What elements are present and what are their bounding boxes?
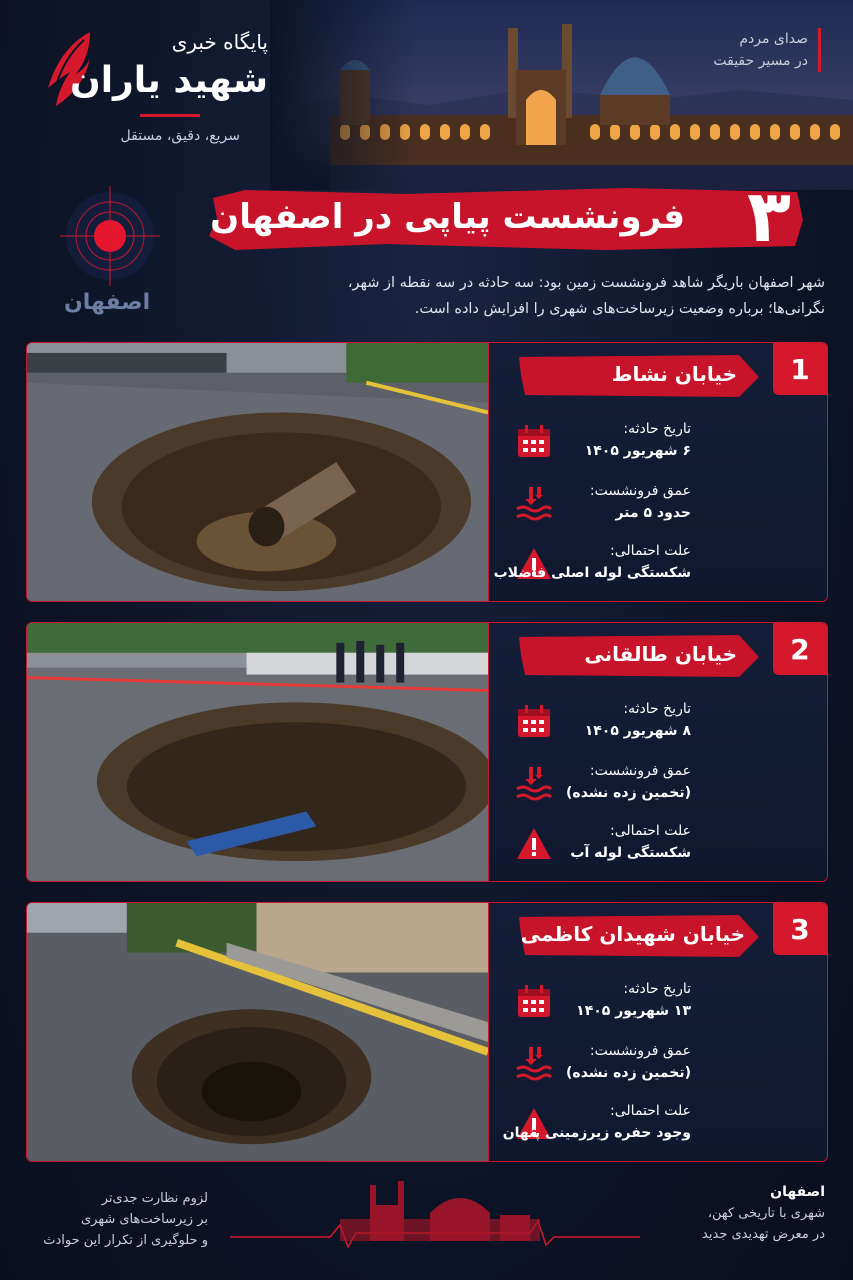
cause-value: شکستگی لوله اصلی فاضلاب <box>493 565 691 581</box>
depth-label: عمق فرونشست: <box>589 763 691 779</box>
depth-value: حدود ۵ متر <box>615 505 691 521</box>
footer-right-title: اصفهان <box>770 1184 825 1200</box>
street-label <box>519 633 759 679</box>
calendar-icon <box>515 423 553 461</box>
footer-left-line: لزوم نظارت جدی‌تر <box>101 1191 208 1206</box>
intro-line1: شهر اصفهان باریگر شاهد فرونشست زمین بود: سه حادثه در سه نقطه از شهر، <box>347 275 825 291</box>
depth-icon <box>515 1045 553 1083</box>
street-label <box>519 353 759 399</box>
date-value: ۱۳ شهریور ۱۴۰۵ <box>576 1003 691 1019</box>
cause-row <box>489 1101 827 1159</box>
incident-info-3 <box>489 903 827 1161</box>
brand-tagline: سریع، دقیق، مستقل <box>120 128 240 144</box>
date-label: تاریخ حادثه: <box>623 701 691 717</box>
incident-card-1 <box>26 342 828 602</box>
street-name: خیابان نشاط <box>611 362 737 386</box>
warning-icon <box>515 825 553 863</box>
slogan <box>691 28 821 72</box>
street-label <box>519 913 759 959</box>
incident-number-badge: 2 <box>773 623 827 675</box>
depth-row <box>489 481 827 539</box>
depth-value: (تخمین زده نشده) <box>566 785 691 801</box>
cause-label: علت احتمالی: <box>610 1103 691 1119</box>
depth-label: عمق فرونشست: <box>589 1043 691 1059</box>
cause-label: علت احتمالی: <box>610 823 691 839</box>
cause-label: علت احتمالی: <box>610 543 691 559</box>
footer-right-line: در معرض تهدیدی جدید <box>702 1227 825 1242</box>
street-name: خیابان طالقانی <box>584 642 737 666</box>
brand-top: پایگاه خبری <box>171 30 268 54</box>
cause-value: شکستگی لوله آب <box>570 845 691 861</box>
date-value: ۸ شهریور ۱۴۰۵ <box>584 723 691 739</box>
incident-card-3 <box>26 902 828 1162</box>
headline-number: ۳ <box>747 174 791 258</box>
headline-text: فرونشست پیاپی در اصفهان <box>210 197 685 237</box>
sinkhole-photo-1 <box>27 343 489 601</box>
depth-row <box>489 761 827 819</box>
date-row <box>489 419 827 477</box>
slogan-line2: در مسیر حقیقت <box>713 53 808 69</box>
date-row <box>489 979 827 1037</box>
sinkhole-photo-3 <box>27 903 489 1161</box>
depth-icon <box>515 765 553 803</box>
footer-left-line: و حلوگیری از تکرار این حوادث <box>43 1233 208 1248</box>
street-name: خیابان شهیدان کاظمی <box>520 922 745 946</box>
footer-left-line: بر زیرساخت‌های شهری <box>80 1212 208 1227</box>
slogan-line1: صدای مردم <box>739 31 808 47</box>
intro-line2: نگرانی‌ها؛ برباره وضعیت زیرساخت‌های شهری را افزایش داده است. <box>414 301 825 317</box>
incident-info-2 <box>489 623 827 881</box>
incident-number-badge: 1 <box>773 343 827 395</box>
intro-text <box>225 270 825 322</box>
date-label: تاریخ حادثه: <box>623 421 691 437</box>
date-label: تاریخ حادثه: <box>623 981 691 997</box>
cause-row <box>489 821 827 879</box>
date-value: ۶ شهریور ۱۴۰۵ <box>584 443 691 459</box>
calendar-icon <box>515 703 553 741</box>
depth-label: عمق فرونشست: <box>589 483 691 499</box>
footer-right-text <box>625 1182 825 1245</box>
depth-row <box>489 1041 827 1099</box>
date-row <box>489 699 827 757</box>
footer-right-line: شهری با تاریخی کهن، <box>707 1206 825 1221</box>
brand-underline <box>140 114 200 117</box>
cause-value: وجود حفره زیرزمینی پنهان <box>502 1125 691 1141</box>
incident-number-badge: 3 <box>773 903 827 955</box>
footer-left-text <box>28 1188 208 1251</box>
depth-icon <box>515 485 553 523</box>
map-label: اصفهان <box>64 290 151 315</box>
incident-card-2 <box>26 622 828 882</box>
brand-name: شهید یاران <box>69 60 268 101</box>
cause-row <box>489 541 827 599</box>
depth-value: (تخمین زده نشده) <box>566 1065 691 1081</box>
incident-info-1 <box>489 343 827 601</box>
brand-logo <box>40 24 280 154</box>
headline <box>205 174 805 258</box>
sinkhole-photo-2 <box>27 623 489 881</box>
calendar-icon <box>515 983 553 1021</box>
skyline-heartbeat-graphic <box>230 1175 640 1255</box>
